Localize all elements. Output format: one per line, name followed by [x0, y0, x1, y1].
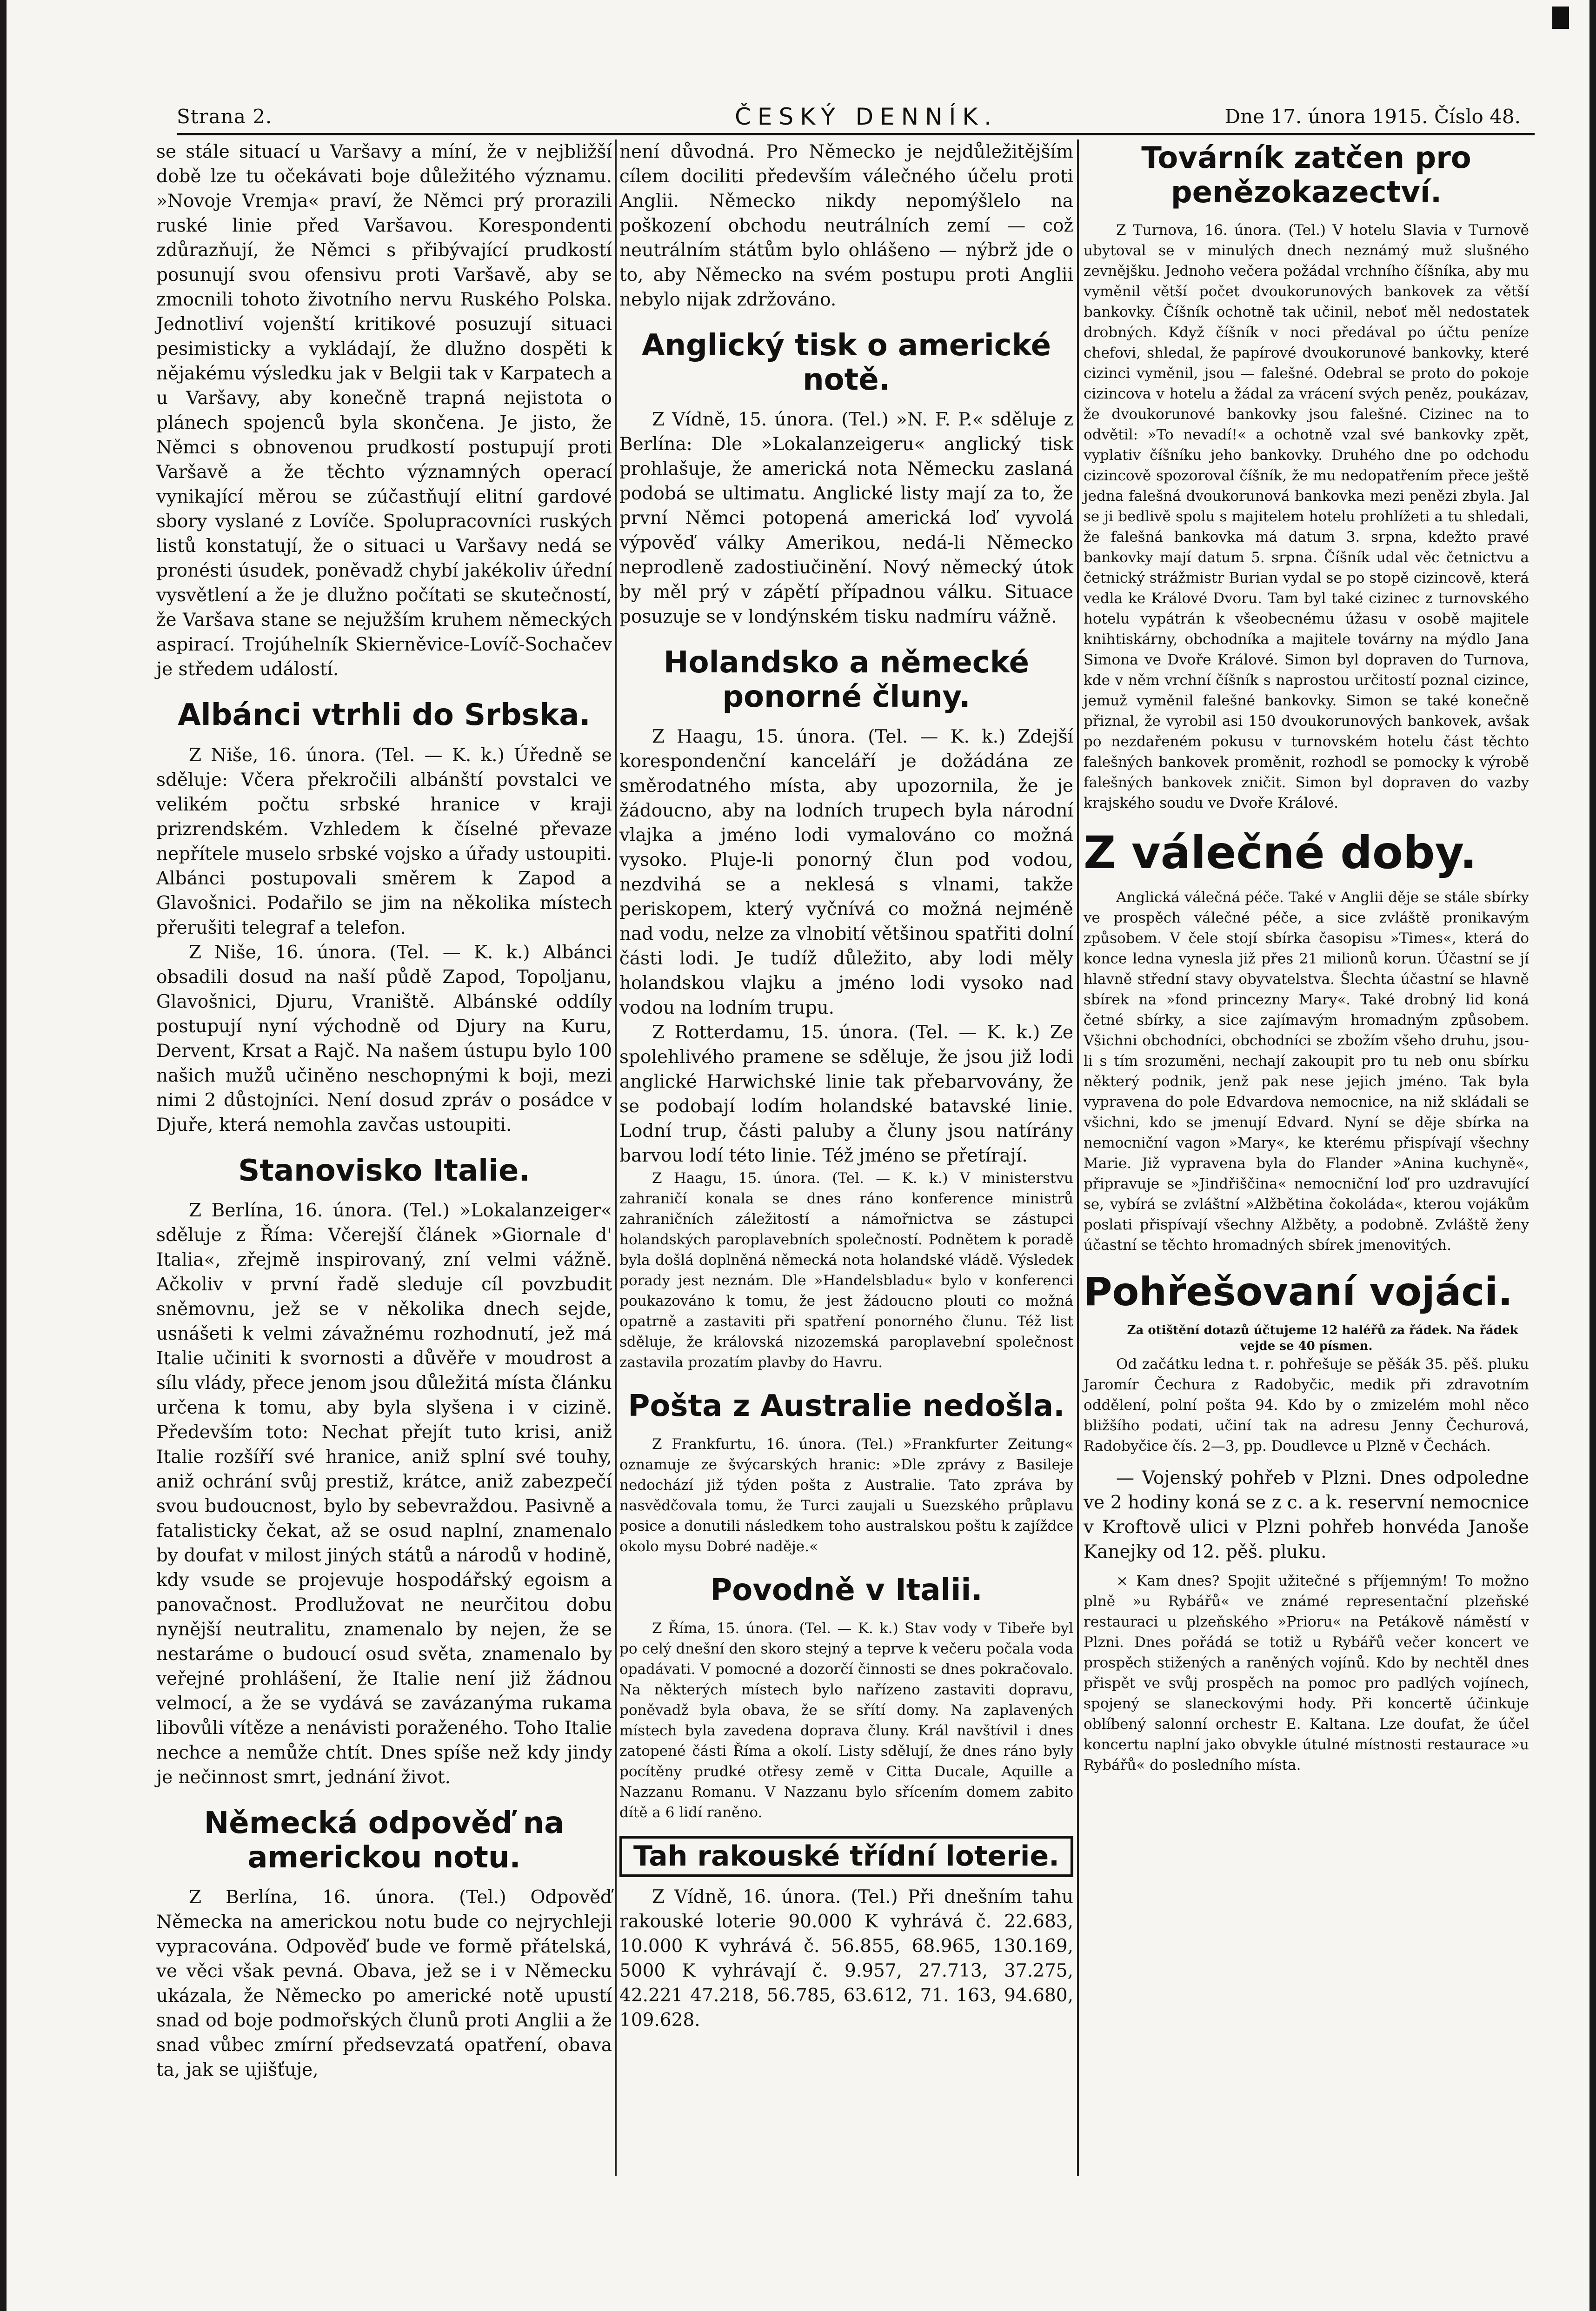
- headline-valecne-doby: Z válečné doby.: [1084, 827, 1477, 879]
- column-1: [156, 139, 612, 2081]
- column-rule: [615, 139, 617, 2176]
- article-paragraph: Z Haagu, 15. února. (Tel. — K. k.) Zdejší korespondenční kanceláří je dožádána ze směrodatného místa, aby upozornila, že je žádoucno, aby na lodních trupech byla národní vlajka a jméno lodi vymalováno co možná vysoko. Pluje-li ponorný člun pod vodou, nezdvihá se a neklesá s vlnami, takže periskopem, který vyčnívá co možná nejméně nad vodu, nelze za vlnobití většinou spatřiti dolní části lodi. Je tudíž důležito, aby lodi měly holandskou vlajku a jméno lodi vysoko nad vodou na lodním trupu.: [619, 726, 1073, 1019]
- article-paragraph: Z Berlína, 16. února. (Tel.) Odpověď Německa na americkou notu bude co nejrychleji vypracována. Odpověď bude ve formě přátelská, ve věci však pevná. Obava, jež se i v Německu ukázala, že Německo po americké notě upustí snad od boje podmořských člunů proti Anglii a že snad vůbec zmírní předsevzatá opatření, obava ta, jak se ujišťuje,: [156, 1887, 612, 2081]
- article-paragraph: Z Niše, 16. února. (Tel. — K. k.) Úředně se sděluje: Včera překročili albánští povstalci ve velikém počtu srbské hranice v kraji prizrendském. Vzhledem k číselné převaze nepřítele muselo srbské vojsko a úřady ustoupiti. Albánci postupovali směrem k Zapod a Glavošnici. Podařilo se jim na několika místech přerušiti telegraf a telefon.: [156, 744, 612, 938]
- headline-posta-australie: Pošta z Australie nedošla.: [628, 1389, 1065, 1424]
- article-paragraph: — Vojenský pohřeb v Plzni. Dnes odpoledne ve 2 hodiny koná se z c. a k. reservní nemocnice v Kroftově ulici v Plzni pohřeb honvéda Janoše Kanejky od 12. pěš. pluku.: [1084, 1468, 1529, 1563]
- page-number: Strana 2.: [177, 105, 273, 128]
- article-paragraph: Z Frankfurtu, 16. února. (Tel.) »Frankfurter Zeitung« oznamuje ze švýcarských hranic: »Dle zprávy z Basileje nedochází již týden pošta z Australie. Tato zpráva by nasvědčovala tomu, že Turci zaujali u Suezského průplavu posice a donutili následkem toho australskou poštu k zajíždce okolo mysu Dobré naděje.«: [619, 1435, 1073, 1555]
- headline-tah-loterie: Tah rakouské třídní loterie.: [619, 1836, 1073, 1877]
- article-paragraph: Anglická válečná péče. Také v Anglii děje se stále sbírky ve prospěch válečné péče, a sice zvláště pronikavým způsobem. V čele stojí sbírka časopisu »Times«, která do konce ledna vynesla již přes 21 milionů korun. Účastní se jí hlavně střední stavy obyvatelstva. Šlechta účastní se hlavně sbírek na »fond princezny Mary«. Také drobný lid koná četné sbírky, a sice zajímavým hromadným způsobem. Všichni obchodníci, obchodníci se zbožím všeho druhu, jsou-li s tím srozuměni, nechají zakoupit pro tu neb onu sbírku některý podnik, jenž pak nese jejich jméno. Tak byla vypravena do pole Edvardova nemocnice, na niž skládali se všichni, kdo se jmenují Edvard. Nyní se děje sbírka na nemocniční vagon »Mary«, ke kterému přispívají všechny Marie. Již vypravena byla do Flander »Anina kuchyně«, připravuje se »Jindřiščina« nemocniční loď pro uzdravující se, vybírá se zvláštní »Alžbětina čokoláda«, kterou vojákům poslati přispívají všechny Alžběty, a podobně. Zvláště ženy účastní se těchto hromadných sbírek jmenovitých.: [1084, 889, 1529, 1254]
- masthead: [177, 102, 1535, 135]
- article-paragraph: Z Vídně, 15. února. (Tel.) »N. F. P.« sděluje z Berlína: Dle »Lokalanzeigeru« anglický tisk prohlašuje, že americká nota Německu zaslaná podobá se ultimatu. Anglické listy mají za to, že první Němci potopená americká loď vyvolá výpověď války Amerikou, nedá-li Německo neprodleně zadostiučinění. Nový německý útok by měl prý v zápětí případnou válku. Situace posuzuje se v londýnském tisku nadmíru vážně.: [619, 409, 1073, 628]
- headline-povodne: Povodně v Italii.: [710, 1573, 983, 1607]
- headline-tovarnik: Továrník zatčen pro penězokazectví.: [1141, 141, 1471, 210]
- article-paragraph: Z Říma, 15. února. (Tel. — K. k.) Stav vody v Tibeře byl po celý dnešní den skoro stejný a teprve k večeru počala voda opadávati. V pomocné a dozorčí činnosti se dnes pokračovalo. Na některých místech bylo nařízeno zastaviti dopravu, poněvadž byla obava, že se sřítí domy. Na zaplavených místech byla zavedena doprava čluny. Král navštívil i dnes zatopené části Říma a okolí. Listy sdělují, že dnes ráno byly pocítěny prudké otřesy země v Citta Ducale, Aquille a Nazzanu Romanu. V Nazzanu bylo sřícením domem zabito dítě a 6 lidí raněno.: [619, 1620, 1073, 1821]
- headline-nemecka-odpoved: Německá odpověď na americkou notu.: [204, 1806, 565, 1875]
- scan-edge-left: [0, 0, 7, 2311]
- newspaper-title: ČESKÝ DENNÍK.: [735, 103, 998, 130]
- headline-albanci: Albánci vtrhli do Srbska.: [178, 698, 591, 732]
- headline-pohresovani-vojaci: Pohřešovaní vojáci.: [1084, 1268, 1513, 1315]
- article-paragraph: Z Rotterdamu, 15. února. (Tel. — K. k.) Ze spolehlivého pramene se sděluje, že jsou již lodi anglické Harwichské linie tak přebarvovány, že se podobají lodím holandské batavské linie. Lodní trup, části paluby a čluny jsou natírány barvou lodí této linie. Též jméno se přetírají.: [619, 1022, 1073, 1167]
- column-3: [1084, 139, 1529, 2185]
- article-paragraph: Z Berlína, 16. února. (Tel.) »Lokalanzeiger« sděluje z Říma: Včerejší článek »Giornale d' Italia«, zřejmě inspirovaný, zní velmi vážně. Ačkoliv v první řadě sleduje cíl povzbudit sněmovnu, jež se v několika dnech sejde, usnášeti k velmi závažnému rozhodnutí, jež má Italie učiniti k svornosti a důvěře v moudrost a sílu vlády, přece jenom jsou důležitá místa článku určena k tomu, aby byla slyšena i v cizině. Především toto: Nechat přejít tuto krisi, aniž Italie rozšíří své hranice, aniž splní své touhy, aniž ochrání svůj prestiž, krátce, aniž zabezpečí svou budoucnost, bylo by sebevraždou. Pasivně a fatalisticky čekat, až se osud naplní, znamenalo by doufat v milost jiných států a národů v hodině, kdy vsude se projevuje hospodářský egoism a panovačnost. Prodlužovat ne neurčitou dobu nynější neutralitu, znamenalo by nejen, že se nestaráme o budoucí osud světa, znamenalo by veřejné prohlášení, že Italie není již žádnou velmocí, a že se vydává se zavázanýma rukama libovůli vítěze a nenávisti poraženého. Toho Italie nechce a nemůže chtít. Dnes spíše než kdy jindy je nečinnost smrt, jednání život.: [156, 1200, 612, 1788]
- column-rule: [1077, 139, 1079, 2176]
- article-paragraph: × Kam dnes? Spojit užitečné s příjemným! To možno plně »u Rybářů« ve známé representační plzeňské restauraci u plzeňského »Prioru« na Petákově náměstí v Plzni. Dnes pořádá se totiž u Rybářů večer koncert ve prospěch stižených a raněných vojínů. Kdo by nechtěl dnes přispět ve svůj prospěch na pomoc pro padlých vojínech, spojený se slaneckovými hody. Při koncertě účinkuje oblíbený salonní orchestr E. Kaltana. Lze doufat, že účel koncertu naplní jako obvykle útulné místnosti restaurace »u Rybářů« do posledního místa.: [1084, 1573, 1529, 1774]
- article-paragraph: Od začátku ledna t. r. pohřešuje se pěšák 35. pěš. pluku Jaromír Čechura z Radobyčic, medik při zdravotním oddělení, polní pošta 94. Kdo by o zmizelém mohl něco bližšího podati, učiní tak na adresu Jenny Čechurová, Radobyčice čís. 2—3, pp. Doudlevce u Plzně v Čechách.: [1084, 1356, 1529, 1455]
- article-paragraph: Z Vídně, 16. února. (Tel.) Při dnešním tahu rakouské loterie 90.000 K vyhrává č. 22.683, 10.000 K vyhrává č. 56.855, 68.965, 130.169, 5000 K vyhrávají č. 9.957, 27.713, 37.275, 42.221 47.218, 56.785, 63.612, 71. 163, 94.680, 109.628.: [619, 1886, 1073, 2031]
- article-continuation: se stále situací u Varšavy a míní, že v nejbližší době lze tu očekávati boje důležitého významu. »Novoje Vremja« praví, že Němci prý prorazili ruské linie před Varšavou. Korespondenti zdůrazňují, že Němci s přibývající prudkostí posunují svou ofensivu proti Varšavě, aby se zmocnili tohoto životního nervu Ruského Polska. Jednotliví vojenští kritikové posuzují situaci pesimisticky a vykládají, že dlužno dospěti k nějakému výsledku jak v Belgii tak v Karpatech a u Varšavy, aby konečně trapná nejistota o plánech spojenců byla skončena. Je jisto, že Němci s obnovenou prudkostí postupují proti Varšavě a že těchto významných operací vynikající měrou se zúčastňují elitní gardové sbory vyslané z Lovíče. Spolupracovníci ruských listů konstatují, že o situaci u Varšavy nedá se pronésti úsudek, poněvadž chybí jakékoliv úřední vysvětlení a že je dlužno počítati se skutečností, že Varšava stane se nejužším kruhem německých aspirací. Trojúhelník Skierněvice-Lovíč-Sochačev je středem událostí.: [156, 141, 612, 680]
- pricing-notice: Za otištění dotazů účtujeme 12 haléřů za řádek. Na řádek vejde se 40 písmen.: [1127, 1323, 1518, 1354]
- article-paragraph: Z Niše, 16. února. (Tel. — K. k.) Albánci obsadili dosud na naší půdě Zapod, Topoljanu, Glavošnici, Djuru, Vraniště. Albánské oddíly postupují nyní východně od Djury na Kuru, Dervent, Krsat a Rajč. Na našem ústupu bylo 100 našich mužů učiněno neschopnými k boji, mezi nimi 2 důstojníci. Není dosud zpráv o posádce v Djuře, která nemohla zavčas ustoupiti.: [156, 942, 612, 1136]
- scan-edge-right: [1589, 0, 1596, 2311]
- article-paragraph: Z Haagu, 15. února. (Tel. — K. k.) V ministerstvu zahraničí konala se dnes ráno konference ministrů zahraničních záležitostí a námořnictva se zástupci holandských paroplavebních společností. Podnětem k poradě byla došlá doplněná německá nota holandské vládě. Výsledek porady jest neznám. Dle »Handelsbladu« bylo v konferenci poukazováno k tomu, že jest žádoucno plouti co možná opatrně a zastaviti při spatření ponorného člunu. Též list sděluje, že královská nizozemská paroplavební společnost zastavila prozatím plavby do Havru.: [619, 1170, 1073, 1371]
- article-paragraph: Z Turnova, 16. února. (Tel.) V hotelu Slavia v Turnově ubytoval se v minulých dnech neznámý muž slušného zevnějšku. Jednoho večera požádal vrchního číšníka, aby mu vyměnil větší počet dvoukorunových bankovek za větší bankovky. Číšník ochotně tak učinil, neboť měl nedostatek drobných. Když číšník v noci předával po účtu peníze chefovi, shledal, že papírové dvoukorunové bankovky, které cizinci vyměnil, jsou — falešné. Odebral se proto do pokoje cizincova v hotelu a žádal za vrácení svých peněz, poukázav, že dvoukorunové bankovky jsou falešné. Cizinec na to odvětil: »To nevadí!« a ochotně vzal své bankovky zpět, vyplativ číšníku jeho bankovky. Druhého dne po odchodu cizincově spozoroval číšník, že mu nedopatřením přece ještě jedna falešná dvoukorunová bankovka mezi penězi zbyla. Jal se ji bedlivě spolu s majitelem hotelu prohlížeti a tu shledali, že falešná bankovka má datum 3. srpna, kdežto pravé bankovky mají datum 5. srpna. Číšník udal věc četnictvu a četnický strážmistr Burian vydal se po stopě cizincově, která vedla ke Králové Dvoru. Tam byl také cizinec z turnovského hotelu vypátrán k všeobecnému úžasu v osobě majitele knihtiskárny, obchodníka a majitele továrny na mýdlo Jana Simona ve Dvoře Králové. Simon byl dopraven do Turnova, kde v něm vrchní číšník s naprostou určitostí poznal cizince, jemuž vyměnil falešné bankovky. Simon se také konečně přiznal, že vyrobil asi 150 dvoukorunových bankovek, avšak po nezdařeném pokusu v turnovském hotelu část těchto falešných bankovek proměnit, rozhodl se pomocky k výrobě falešných bankovek zničit. Simon byl dopraven do vazby krajského soudu ve Dvoře Králové.: [1084, 222, 1529, 812]
- headline-anglicky-tisk: Anglický tisk o americké notě.: [642, 328, 1051, 397]
- column-2: [619, 139, 1073, 2185]
- headline-holandsko: Holandsko a německé ponorné čluny.: [664, 645, 1029, 714]
- corner-mark: [1552, 7, 1569, 29]
- article-continuation: není důvodná. Pro Německo je nejdůležitějším cílem dociliti především válečného účelu proti Anglii. Německo nikdy nepomýšlelo na poškození obchodu neutrálních zemí — což neutrálním státům bylo ohlášeno — nýbrž jde o to, aby Německo na svém postupu proti Anglii nebylo nijak zdržováno.: [619, 141, 1073, 310]
- headline-italie: Stanovisko Italie.: [238, 1153, 530, 1188]
- issue-date: Dne 17. února 1915. Číslo 48.: [1224, 105, 1521, 128]
